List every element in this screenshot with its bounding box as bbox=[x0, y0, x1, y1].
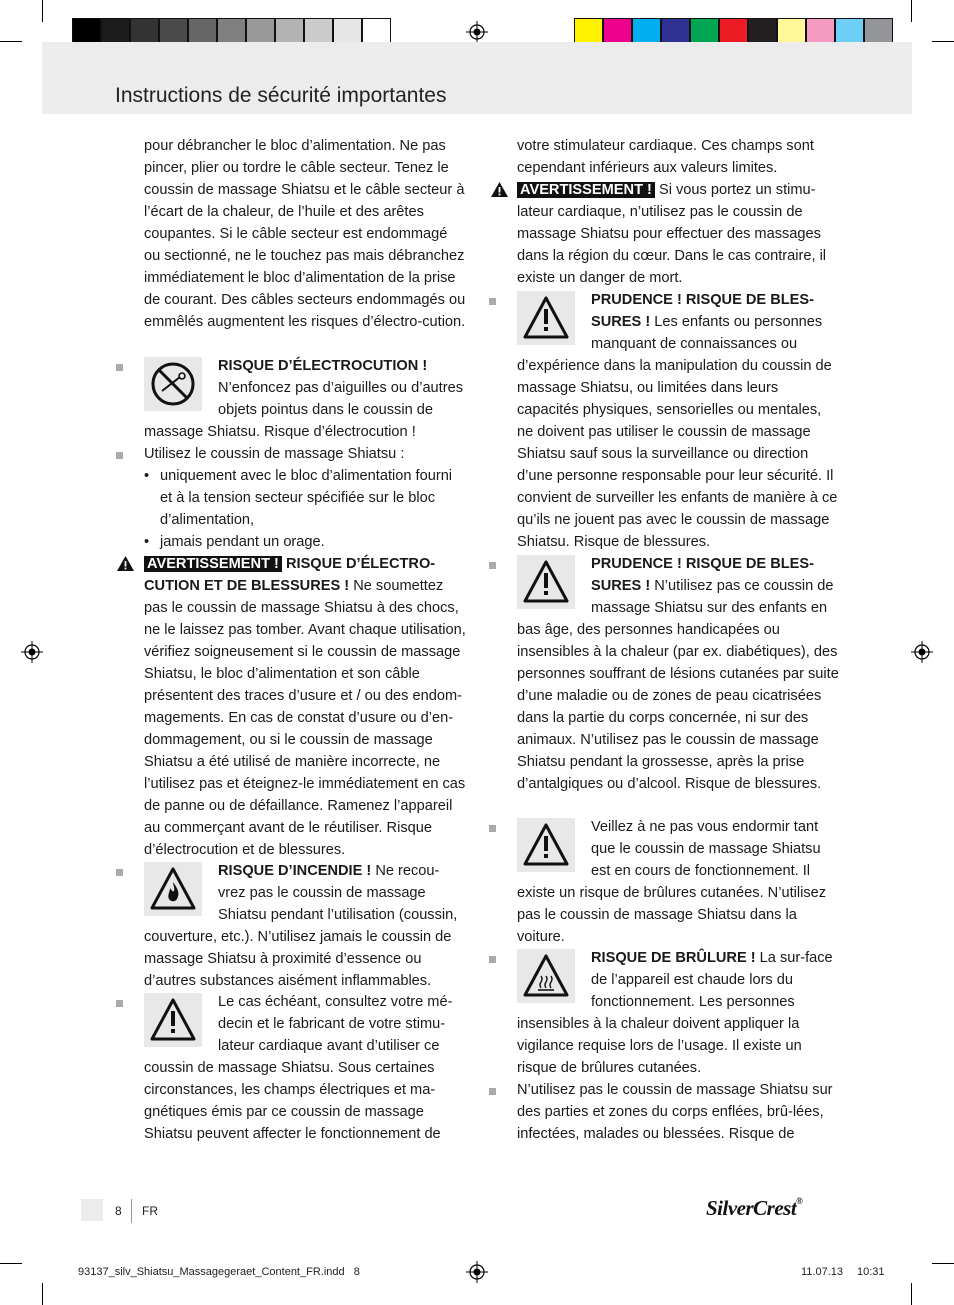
sleep-block bbox=[517, 816, 839, 948]
fire-text: Ne recou-vrez pas le coussin de massage Shiatsu pendant l’utilisation (coussin, couverture, etc.). N’utilisez jamais le coussin de massage Shiatsu à proximité d’essence ou d’autres substances aisément inflammables. bbox=[144, 863, 458, 989]
print-date: 11.07.13 bbox=[801, 1266, 844, 1278]
warning-block bbox=[144, 553, 466, 861]
fire-title: RISQUE D’INCENDIE ! bbox=[218, 863, 372, 879]
shock-block bbox=[144, 355, 466, 443]
caution-icon bbox=[517, 818, 575, 872]
intro-paragraph: pour débrancher le bloc d’alimentation. Ne pas pincer, plier ou tordre le câble secteur. Tenez le coussin de massage Shiatsu et le câble secteur à l’écart de la chaleur, de l’huile et des arêtes coupantes. Si le câble secteur est endommagé ou sectionné, ne le touchez pas mais débranchez immédiatement le bloc d’alimentation de la prise de courant. Des câbles secteurs endommagés ou emmêlés augmentent les risques d’électro-cution. bbox=[144, 138, 466, 330]
list-item: • jamais pendant un orage. bbox=[144, 534, 325, 550]
continued-text: votre stimulateur cardiaque. Ces champs sont cependant inférieurs aux valeurs limites. bbox=[517, 138, 814, 176]
prudence-text: Les enfants ou personnes manquant de connaissances ou d’expérience dans la manipulation du coussin de massage Shiatsu, ou limitées dans leurs capacités physiques, sensorielles ou mentales, ne doivent pas utiliser le coussin de massage Shiatsu sauf sous la surveillance ou direction d’une personne responsable pour leur sécurité. Il convient de surveiller les enfants de manière à ce qu’ils ne jouent pas avec le coussin de massage Shiatsu. Risque de blessures. bbox=[517, 314, 838, 550]
bullet bbox=[116, 869, 123, 876]
registration-mark-icon bbox=[911, 641, 933, 663]
page-number-box bbox=[81, 1199, 103, 1221]
bullet bbox=[116, 1000, 123, 1007]
prudence-block-1 bbox=[517, 289, 839, 553]
registration-mark-icon bbox=[21, 641, 43, 663]
shock-title: RISQUE D’ÉLECTROCUTION ! bbox=[218, 358, 428, 374]
print-time: 10:31 bbox=[857, 1266, 885, 1278]
list-item: • uniquement avec le bloc d’alimentation fourni et à la tension secteur spécifiée sur le bloc d’alimentation, bbox=[144, 468, 453, 528]
footer-divider bbox=[131, 1199, 132, 1223]
crop-mark bbox=[932, 1263, 954, 1264]
warning-text: Si vous portez un stimu-lateur cardiaque, n’utilisez pas le coussin de massage Shiatsu pour effectuer des massages dans la région du cœur. Dans le cas contraire, il existe un danger de mort. bbox=[517, 182, 827, 286]
file-name: 93137_silv_Shiatsu_Massagegeraet_Content_FR.indd 8 bbox=[78, 1266, 360, 1278]
prudence-text: N’utilisez pas ce coussin de massage Shiatsu sur des enfants en bas âge, des personnes handicapées ou insensibles à la chaleur (par ex. diabétiques), des personnes souffrant de lésions cutanées par suite d’une maladie ou de zones de peau cicatrisées dans la partie du corps concernée, ni sur des animaux. N’utilisez pas le coussin de massage Shiatsu pendant la grossesse, après la prise d’antalgiques ou d’alcool. Risque de blessures. bbox=[517, 578, 839, 792]
use-intro: Utilisez le coussin de massage Shiatsu : bbox=[144, 446, 405, 462]
sleep-text: Veillez à ne pas vous endormir tant que le coussin de massage Shiatsu est en cours de fonctionnement. Il existe un risque de brûlures cutanées. N’utilisez pas le coussin de massage Shiatsu dans la voiture. bbox=[517, 819, 827, 945]
crop-mark bbox=[42, 0, 43, 22]
registration-mark-icon bbox=[466, 21, 488, 43]
last-text: N’utilisez pas le coussin de massage Shiatsu sur des parties et zones du corps enflées, brû-lées, infectées, malades ou blessées. Risque de bbox=[517, 1082, 833, 1142]
burn-block bbox=[517, 947, 839, 1079]
page-title: Instructions de sécurité importantes bbox=[115, 84, 447, 107]
no-needles-icon bbox=[144, 357, 202, 411]
prudence-title: PRUDENCE ! RISQUE DE BLES-SURES ! bbox=[591, 292, 814, 330]
bullet bbox=[116, 452, 123, 459]
hot-surface-icon bbox=[517, 949, 575, 1003]
brand-logo: SilverCrest® bbox=[706, 1196, 803, 1220]
burn-text: La sur-face de l’appareil est chaude lors du fonctionnement. Les personnes insensibles à la chaleur doivent appliquer la vigilance requise lors de l’usage. Il existe un risque de brûlures cutanées. bbox=[517, 950, 833, 1076]
burn-title: RISQUE DE BRÛLURE ! bbox=[591, 950, 756, 966]
crop-mark bbox=[932, 41, 954, 42]
registration-mark-icon bbox=[466, 1261, 488, 1283]
crop-mark bbox=[911, 0, 912, 22]
warning-text: Ne soumettez pas le coussin de massage Shiatsu à des chocs, ne le laissez pas tomber. Avant chaque utilisation, vérifiez soigneusement si le coussin de massage Shiatsu, le bloc d’alimentation et son câble présentent des traces d’usure et / ou des endom-magements. En cas de constat d’usure ou d’en-dommagement, ou si le coussin de massage Shiatsu a été utilisé de manière incorrecte, ne l’utilisez pas et éteignez-le immédiatement en cas de panne ou de défaillance. Ramenez l’appareil au commerçant avant de le réutiliser. Risque d’électrocution et de blessures. bbox=[144, 578, 466, 858]
shock-text: N’enfoncez pas d’aiguilles ou d’autres objets pointus dans le coussin de massage Shiatsu. Risque d’électrocution ! bbox=[144, 380, 464, 440]
bullet bbox=[489, 825, 496, 832]
bullet bbox=[489, 956, 496, 963]
doctor-text: Le cas échéant, consultez votre mé-decin et le fabricant de votre stimu-lateur cardiaque avant d’utiliser ce coussin de massage Shiatsu. Sous certaines circonstances, les champs électriques et ma-gnétiques émis par ce coussin de massage Shiatsu peuvent affecter le fonctionnement de bbox=[144, 994, 453, 1142]
warning-triangle-icon bbox=[490, 181, 509, 198]
left-column bbox=[144, 135, 466, 333]
prudence-title: PRUDENCE ! RISQUE DE BLES-SURES ! bbox=[591, 556, 814, 594]
warning-block-right bbox=[517, 179, 839, 289]
fire-block bbox=[144, 860, 466, 992]
warning-triangle-icon bbox=[116, 555, 135, 572]
use-block bbox=[144, 443, 466, 553]
bullet bbox=[489, 562, 496, 569]
language-code: FR bbox=[142, 1204, 158, 1218]
bullet bbox=[489, 298, 496, 305]
doctor-block bbox=[144, 991, 466, 1145]
crop-mark bbox=[0, 1263, 22, 1264]
warning-label: AVERTISSEMENT ! bbox=[517, 182, 655, 198]
crop-mark bbox=[0, 41, 22, 42]
warning-title: RISQUE D’ÉLECTRO-CUTION ET DE BLESSURES ! bbox=[144, 556, 436, 594]
bullet bbox=[489, 1088, 496, 1095]
last-block bbox=[517, 1079, 839, 1145]
caution-icon bbox=[144, 993, 202, 1047]
right-column bbox=[517, 135, 839, 179]
use-item-1: uniquement avec le bloc d’alimentation fourni et à la tension secteur spécifiée sur le bloc d’alimentation, bbox=[160, 468, 453, 528]
crop-mark bbox=[911, 1283, 912, 1305]
caution-icon bbox=[517, 555, 575, 609]
caution-icon bbox=[517, 291, 575, 345]
bullet bbox=[116, 364, 123, 371]
crop-mark bbox=[42, 1283, 43, 1305]
use-item-2: jamais pendant un orage. bbox=[160, 534, 325, 550]
warning-label: AVERTISSEMENT ! bbox=[144, 556, 282, 572]
page-number: 8 bbox=[115, 1204, 122, 1218]
fire-warning-icon bbox=[144, 862, 202, 916]
prudence-block-2 bbox=[517, 553, 839, 795]
